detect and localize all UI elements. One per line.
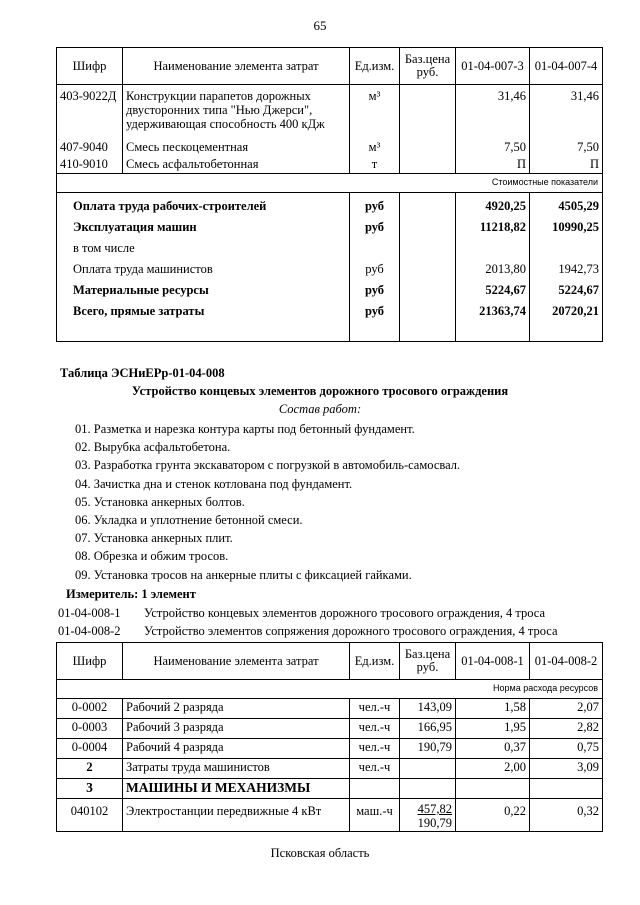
col-header: Баз.цена руб. <box>400 48 456 85</box>
table-title: Устройство концевых элементов дорожного тросового ограждения <box>131 384 509 398</box>
cell-unit: чел.-ч <box>350 759 400 779</box>
col-header: Баз.цена руб. <box>400 643 456 680</box>
list-item: 09. Установка тросов на анкерные плиты с фиксацией гайками. <box>75 567 412 582</box>
cell-value: 31,46 <box>530 85 603 133</box>
section-row <box>57 680 603 699</box>
cell-value: П <box>456 156 530 174</box>
cell-name: Смесь асфальтобетонная <box>123 156 350 174</box>
summary-value <box>530 237 603 258</box>
list-item: 04. Зачистка дна и стенок котлована под фундамент. <box>75 476 353 491</box>
code-text: Устройство элементов сопряжения дорожного тросового ограждения, 4 троса <box>144 624 558 638</box>
resources-table-007 <box>56 47 603 342</box>
cell-unit: чел.-ч <box>350 739 400 759</box>
cell-value: 1,95 <box>456 719 530 739</box>
cell-value: 0,37 <box>456 739 530 759</box>
table-header <box>57 643 603 680</box>
cell-code: 410-9010 <box>57 156 123 174</box>
summary-base <box>400 300 456 321</box>
table-header <box>57 48 603 85</box>
cell-name: Рабочий 2 разряда <box>123 699 350 719</box>
summary-base <box>400 279 456 300</box>
cell-value: 0,75 <box>530 739 603 759</box>
cell-value: П <box>530 156 603 174</box>
cell-unit: м³ <box>350 85 400 133</box>
col-header: Ед.изм. <box>350 643 400 680</box>
summary-row <box>57 279 603 300</box>
cell-code: 0-0002 <box>57 699 123 719</box>
cell-value: 2,07 <box>530 699 603 719</box>
summary-value: 4920,25 <box>456 193 530 217</box>
col-header: 01-04-007-4 <box>530 48 603 85</box>
col-header: 01-04-008-2 <box>530 643 603 680</box>
cell-name: Затраты труда машинистов <box>123 759 350 779</box>
summary-row <box>57 300 603 321</box>
summary-value: 5224,67 <box>456 279 530 300</box>
summary-row <box>57 193 603 217</box>
summary-value: 2013,80 <box>456 258 530 279</box>
cell-value: 1,58 <box>456 699 530 719</box>
cell-unit: маш.-ч <box>350 799 400 832</box>
cell-unit: чел.-ч <box>350 719 400 739</box>
cell-value: 7,50 <box>456 132 530 156</box>
cell-value: 0,32 <box>530 799 603 832</box>
cell-name: Рабочий 3 разряда <box>123 719 350 739</box>
cell-name: Электростанции передвижные 4 кВт <box>123 799 350 832</box>
table-row <box>57 799 603 832</box>
summary-base <box>400 258 456 279</box>
list-item: 05. Установка анкерных болтов. <box>75 494 245 509</box>
cell-unit: чел.-ч <box>350 699 400 719</box>
code-number: 01-04-008-2 <box>58 624 121 638</box>
summary-base <box>400 216 456 237</box>
cell-value: 31,46 <box>456 85 530 133</box>
summary-unit: руб <box>350 279 400 300</box>
table-row <box>57 132 603 156</box>
summary-name: Всего, прямые затраты <box>57 300 350 321</box>
table-row <box>57 759 603 779</box>
col-header: Наименование элемента затрат <box>123 643 350 680</box>
cell-code: 0-0003 <box>57 719 123 739</box>
code-number: 01-04-008-1 <box>58 606 121 620</box>
summary-value: 21363,74 <box>456 300 530 321</box>
cell-base <box>400 85 456 133</box>
col-header: 01-04-008-1 <box>456 643 530 680</box>
table-row <box>57 719 603 739</box>
page-number: 65 <box>313 18 327 33</box>
table-row <box>57 699 603 719</box>
cell-base <box>400 759 456 779</box>
cell-value <box>530 779 603 799</box>
list-item <box>58 604 558 622</box>
table-row <box>57 156 603 174</box>
cell-base <box>400 779 456 799</box>
section-label: Стоимостные показатели <box>57 174 603 193</box>
cell-code: 040102 <box>57 799 123 832</box>
cell-value <box>456 779 530 799</box>
cell-value: 0,22 <box>456 799 530 832</box>
summary-unit: руб <box>350 300 400 321</box>
cell-value: 2,82 <box>530 719 603 739</box>
cell-name: МАШИНЫ И МЕХАНИЗМЫ <box>123 779 350 799</box>
cell-code: 407-9040 <box>57 132 123 156</box>
section-label: Норма расхода ресурсов <box>57 680 603 699</box>
summary-value: 5224,67 <box>530 279 603 300</box>
cell-unit: т <box>350 156 400 174</box>
cell-unit: м³ <box>350 132 400 156</box>
summary-row <box>57 216 603 237</box>
cell-value: 3,09 <box>530 759 603 779</box>
cell-code: 3 <box>57 779 123 799</box>
cell-base <box>400 132 456 156</box>
list-item <box>58 622 558 640</box>
summary-value: 1942,73 <box>530 258 603 279</box>
summary-value: 20720,21 <box>530 300 603 321</box>
works-list <box>75 420 460 584</box>
measure-unit: Измеритель: 1 элемент <box>66 587 196 601</box>
list-item: 06. Укладка и уплотнение бетонной смеси. <box>75 512 303 527</box>
table-row <box>57 85 603 133</box>
summary-name: в том числе <box>57 237 350 258</box>
list-item: 07. Установка анкерных плит. <box>75 531 233 546</box>
summary-unit: руб <box>350 216 400 237</box>
cell-code: 0-0004 <box>57 739 123 759</box>
summary-base <box>400 237 456 258</box>
col-header: Шифр <box>57 643 123 680</box>
cell-code: 2 <box>57 759 123 779</box>
base-price: 457,82 <box>417 802 452 816</box>
codes-list <box>58 604 558 640</box>
summary-unit <box>350 237 400 258</box>
summary-value: 4505,29 <box>530 193 603 217</box>
summary-unit: руб <box>350 193 400 217</box>
cell-base <box>400 799 456 832</box>
summary-base <box>400 193 456 217</box>
summary-name: Материальные ресурсы <box>57 279 350 300</box>
cell-name: Рабочий 4 разряда <box>123 739 350 759</box>
summary-value <box>456 237 530 258</box>
list-item: 08. Обрезка и обжим тросов. <box>75 549 229 564</box>
col-header: Наименование элемента затрат <box>123 48 350 85</box>
table-row <box>57 779 603 799</box>
section-row <box>57 174 603 193</box>
summary-row <box>57 258 603 279</box>
list-item: 03. Разработка грунта экскаватором с погрузкой в автомобиль-самосвал. <box>75 458 461 473</box>
table-row <box>57 739 603 759</box>
cell-unit <box>350 779 400 799</box>
summary-unit: руб <box>350 258 400 279</box>
cell-name: Смесь пескоцементная <box>123 132 350 156</box>
cell-value: 2,00 <box>456 759 530 779</box>
cell-base: 143,09 <box>400 699 456 719</box>
summary-row <box>57 237 603 258</box>
col-header: 01-04-007-3 <box>456 48 530 85</box>
base-price-second: 190,79 <box>417 816 452 830</box>
summary-name: Эксплуатация машин <box>57 216 350 237</box>
table-bottom <box>57 321 603 342</box>
cell-value: 7,50 <box>530 132 603 156</box>
summary-value: 10990,25 <box>530 216 603 237</box>
cell-name: Конструкции парапетов дорожных двусторонних типа "Нью Джерси", удерживающая способность 400 кДж <box>123 85 350 133</box>
works-title: Состав работ: <box>278 402 362 416</box>
cell-code: 403-9022Д <box>57 85 123 133</box>
cell-base: 166,95 <box>400 719 456 739</box>
col-header: Шифр <box>57 48 123 85</box>
code-text: Устройство концевых элементов дорожного тросового ограждения, 4 троса <box>144 606 546 620</box>
list-item: 02. Вырубка асфальтобетона. <box>75 440 231 455</box>
summary-name: Оплата труда рабочих-строителей <box>57 193 350 217</box>
table-name: Таблица ЭСНиЕРр-01-04-008 <box>60 366 225 380</box>
resources-table-008 <box>56 642 603 832</box>
cell-base: 190,79 <box>400 739 456 759</box>
page-footer: Псковская область <box>270 846 370 860</box>
cell-base <box>400 156 456 174</box>
summary-value: 11218,82 <box>456 216 530 237</box>
list-item: 01. Разметка и нарезка контура карты под бетонный фундамент. <box>75 422 415 436</box>
summary-name: Оплата труда машинистов <box>57 258 350 279</box>
col-header: Ед.изм. <box>350 48 400 85</box>
